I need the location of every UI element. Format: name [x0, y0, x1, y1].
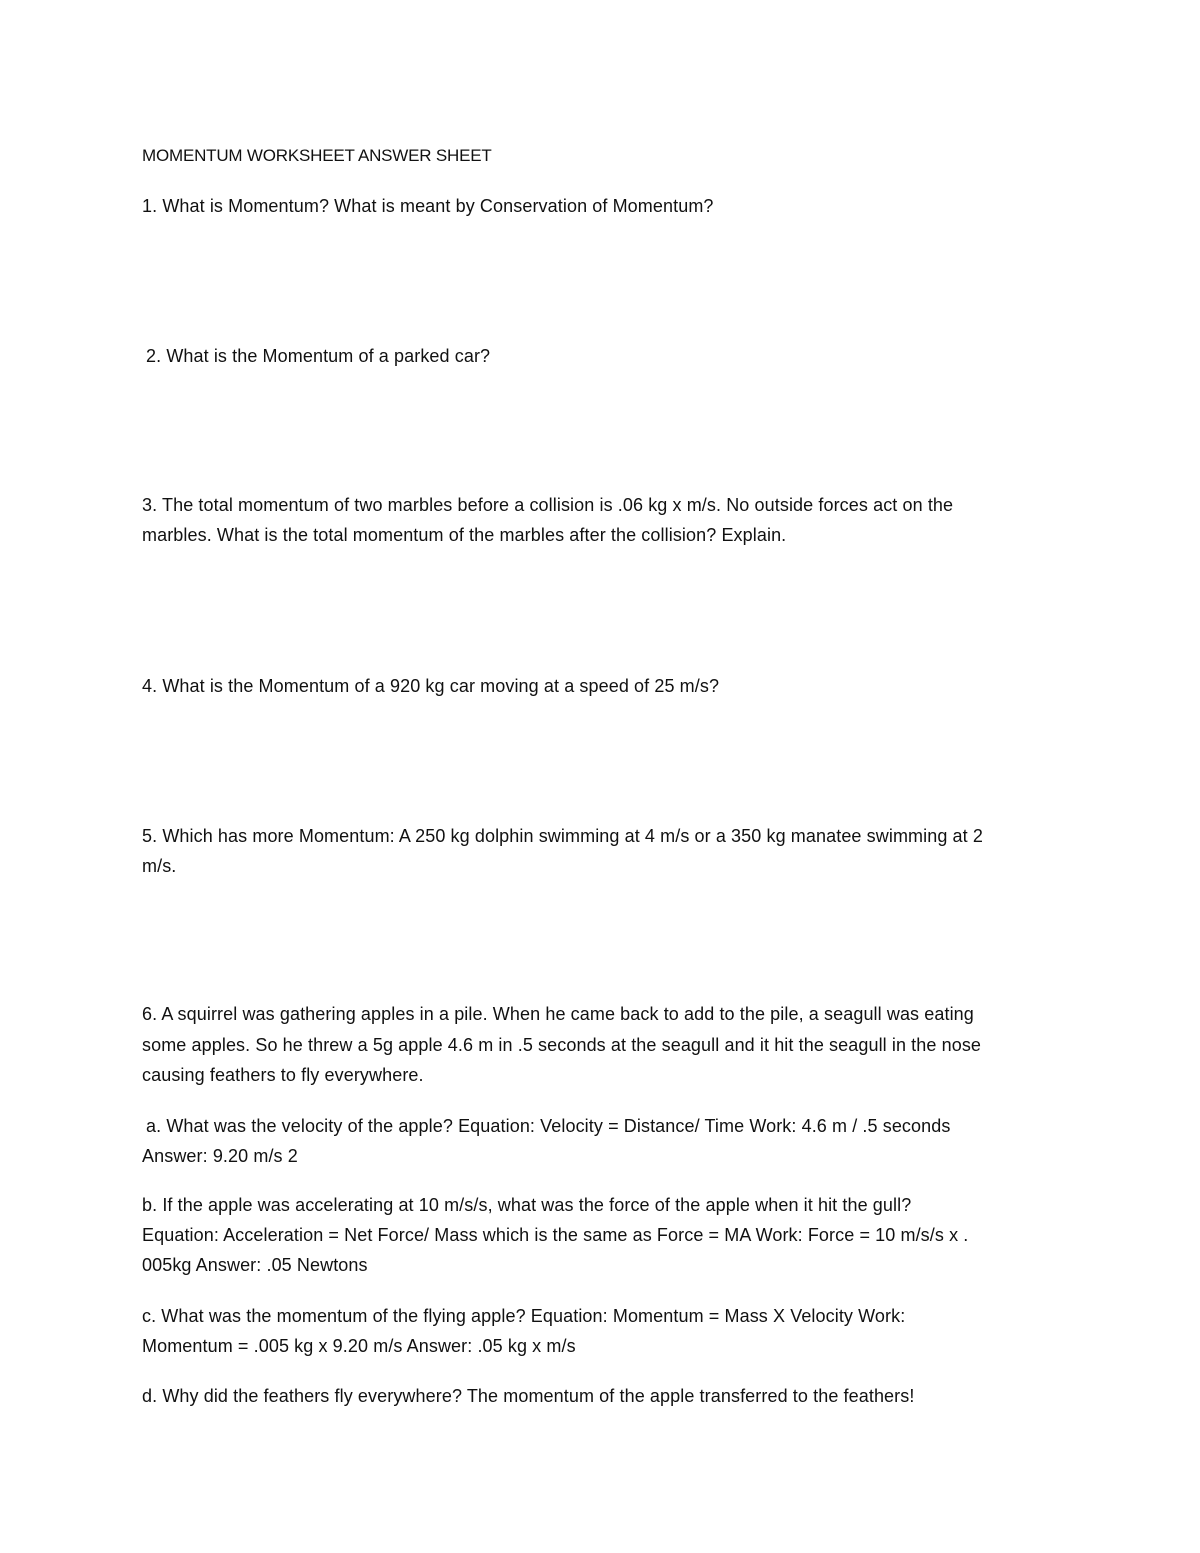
part-c-line-1: c. What was the momentum of the flying apple? Equation: Momentum = Mass X Velocity Work:	[142, 1306, 906, 1326]
question-5-line-1: 5. Which has more Momentum: A 250 kg dolphin swimming at 4 m/s or a 350 kg manatee swimming at 2	[142, 826, 983, 846]
part-b-line-1: b. If the apple was accelerating at 10 m/s/s, what was the force of the apple when it hit the gull?	[142, 1195, 912, 1215]
question-6-line-2: some apples. So he threw a 5g apple 4.6 m in .5 seconds at the seagull and it hit the seagull in the nose	[142, 1035, 982, 1055]
question-3-line-1: 3. The total momentum of two marbles before a collision is .06 kg x m/s. No outside forces act on the	[142, 495, 954, 515]
question-6-line-3: causing feathers to fly everywhere.	[142, 1065, 424, 1085]
question-1: 1. What is Momentum? What is meant by Conservation of Momentum?	[142, 196, 714, 216]
part-d-line-1: d. Why did the feathers fly everywhere? The momentum of the apple transferred to the feathers!	[142, 1386, 915, 1406]
question-4: 4. What is the Momentum of a 920 kg car moving at a speed of 25 m/s?	[142, 676, 720, 696]
worksheet-title: MOMENTUM WORKSHEET ANSWER SHEET	[142, 146, 492, 165]
part-c-line-2: Momentum = .005 kg x 9.20 m/s Answer: .05 kg x m/s	[142, 1336, 576, 1356]
part-a-line-1: a. What was the velocity of the apple? Equation: Velocity = Distance/ Time Work: 4.6 m / .5 seconds	[146, 1116, 951, 1136]
question-3-line-2: marbles. What is the total momentum of the marbles after the collision? Explain.	[142, 525, 787, 545]
part-a-line-2: Answer: 9.20 m/s 2	[142, 1146, 298, 1166]
question-2: 2. What is the Momentum of a parked car?	[146, 346, 491, 366]
question-6-line-1: 6. A squirrel was gathering apples in a pile. When he came back to add to the pile, a seagull was eating	[142, 1004, 974, 1024]
part-b-line-3: 005kg Answer: .05 Newtons	[142, 1255, 368, 1275]
part-b-line-2: Equation: Acceleration = Net Force/ Mass which is the same as Force = MA Work: Force = 10 m/s/s x .	[142, 1225, 969, 1245]
question-5-line-2: m/s.	[142, 856, 177, 876]
